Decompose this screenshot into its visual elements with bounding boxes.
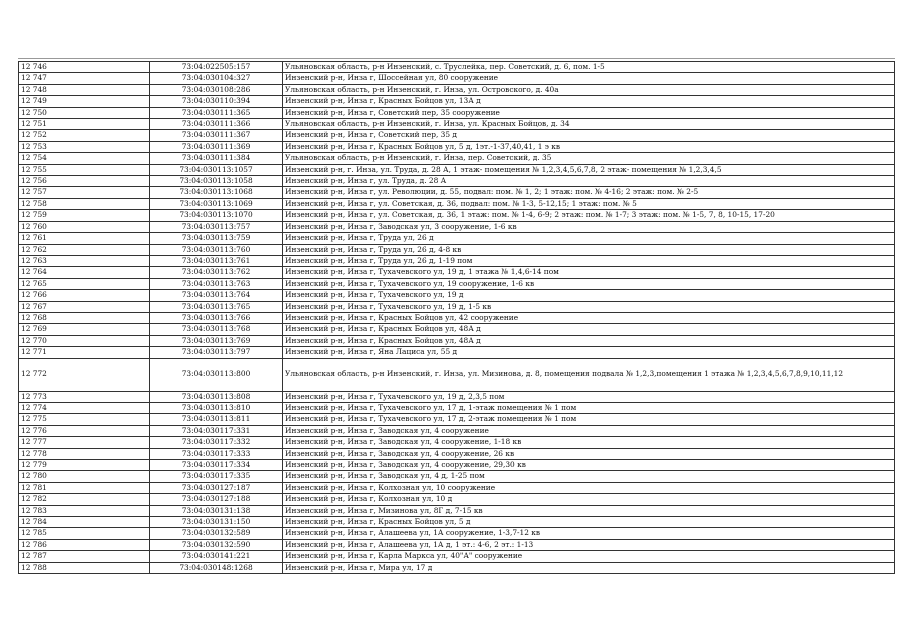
- row-number-cell: 12 750: [19, 107, 150, 118]
- page-top-rule: [18, 58, 895, 59]
- table-row: [19, 255, 895, 266]
- address-cell: Инзенский р-н, Инза г, Алашеева ул, 1А сооружение, 1-3,7-12 кв: [283, 528, 895, 539]
- cadastral-number-cell: 73:04:030141:221: [150, 551, 283, 562]
- row-number-cell: 12 762: [19, 244, 150, 255]
- address-cell: Инзенский р-н, г. Инза, ул. Труда, д. 28 А, 1 этаж- помещения № 1,2,3,4,5,6,7,8, 2 этаж- помещения № 1,2,3,4,5: [283, 164, 895, 175]
- cadastral-number-cell: 73:04:030131:138: [150, 505, 283, 516]
- address-cell: Инзенский р-н, Инза г, Карла Маркса ул, 40"А" сооружение: [283, 551, 895, 562]
- address-cell: Инзенский р-н, Инза г, Заводская ул, 4 сооружение, 1-18 кв: [283, 437, 895, 448]
- row-number-cell: 12 764: [19, 267, 150, 278]
- row-number-cell: 12 758: [19, 198, 150, 209]
- row-number-cell: 12 774: [19, 402, 150, 413]
- table-row: [19, 517, 895, 528]
- cadastral-number-cell: 73:04:030113:808: [150, 391, 283, 402]
- address-cell: Инзенский р-н, Инза г, Тухачевского ул, 19 сооружение, 1-6 кв: [283, 278, 895, 289]
- row-number-cell: 12 772: [19, 358, 150, 391]
- table-row: [19, 164, 895, 175]
- cadastral-number-cell: 73:04:030113:1068: [150, 187, 283, 198]
- address-cell: Инзенский р-н, Инза г, Красных Бойцов ул, 5 д: [283, 517, 895, 528]
- address-cell: Инзенский р-н, Инза г, Мира ул, 17 д: [283, 562, 895, 573]
- cadastral-number-cell: 73:04:030117:334: [150, 460, 283, 471]
- address-cell: Инзенский р-н, Инза г, ул. Советская, д. 36, 1 этаж: пом. № 1-4, 6-9; 2 этаж: пом. № 1-7; 3 этаж: пом. № 1-5, 7, 8, 10-15, 17-20: [283, 210, 895, 221]
- address-cell: Инзенский р-н, Инза г, Тухачевского ул, 19 д: [283, 290, 895, 301]
- row-number-cell: 12 771: [19, 347, 150, 358]
- address-cell: Ульяновская область, р-н Инзенский, г. Инза, ул. Красных Бойцов, д. 34: [283, 119, 895, 130]
- row-number-cell: 12 765: [19, 278, 150, 289]
- table-row: [19, 107, 895, 118]
- table-row: [19, 358, 895, 391]
- address-cell: Инзенский р-н, Инза г, ул. Революции, д. 55, подвал: пом. № 1, 2; 1 этаж: пом. № 4-16; 2 этаж: пом. № 2-5: [283, 187, 895, 198]
- row-number-cell: 12 776: [19, 425, 150, 436]
- table-row: [19, 187, 895, 198]
- table-row: [19, 414, 895, 425]
- row-number-cell: 12 770: [19, 335, 150, 346]
- cadastral-number-cell: 73:04:030132:589: [150, 528, 283, 539]
- cadastral-number-cell: 73:04:030113:797: [150, 347, 283, 358]
- cadastral-number-cell: 73:04:030111:365: [150, 107, 283, 118]
- registry-table-body: [19, 62, 895, 574]
- table-row: [19, 244, 895, 255]
- address-cell: Инзенский р-н, Инза г, Красных Бойцов ул, 42 сооружение: [283, 312, 895, 323]
- row-number-cell: 12 788: [19, 562, 150, 573]
- cadastral-number-cell: 73:04:030113:1057: [150, 164, 283, 175]
- table-row: [19, 494, 895, 505]
- table-row: [19, 278, 895, 289]
- table-row: [19, 221, 895, 232]
- row-number-cell: 12 767: [19, 301, 150, 312]
- cadastral-number-cell: 73:04:030127:187: [150, 482, 283, 493]
- row-number-cell: 12 754: [19, 153, 150, 164]
- cadastral-number-cell: 73:04:030113:800: [150, 358, 283, 391]
- address-cell: Инзенский р-н, Инза г, Красных Бойцов ул, 13А д: [283, 96, 895, 107]
- table-row: [19, 347, 895, 358]
- table-row: [19, 471, 895, 482]
- address-cell: Инзенский р-н, Инза г, Советский пер, 35 д: [283, 130, 895, 141]
- cadastral-number-cell: 73:04:030113:764: [150, 290, 283, 301]
- address-cell: Инзенский р-н, Инза г, Красных Бойцов ул, 48А д: [283, 335, 895, 346]
- cadastral-number-cell: 73:04:030131:150: [150, 517, 283, 528]
- row-number-cell: 12 778: [19, 448, 150, 459]
- table-row: [19, 301, 895, 312]
- table-row: [19, 505, 895, 516]
- cadastral-number-cell: 73:04:030113:766: [150, 312, 283, 323]
- address-cell: Инзенский р-н, Инза г, ул. Труда, д. 28 А: [283, 176, 895, 187]
- row-number-cell: 12 749: [19, 96, 150, 107]
- row-number-cell: 12 781: [19, 482, 150, 493]
- cadastral-number-cell: 73:04:030113:1070: [150, 210, 283, 221]
- row-number-cell: 12 773: [19, 391, 150, 402]
- cadastral-number-cell: 73:04:030117:331: [150, 425, 283, 436]
- row-number-cell: 12 753: [19, 141, 150, 152]
- table-row: [19, 460, 895, 471]
- table-row: [19, 425, 895, 436]
- address-cell: Инзенский р-н, Инза г, ул. Советская, д. 36, подвал: пом. № 1-3, 5-12,15; 1 этаж: пом. № 5: [283, 198, 895, 209]
- cadastral-number-cell: 73:04:030113:1069: [150, 198, 283, 209]
- cadastral-number-cell: 73:04:030113:762: [150, 267, 283, 278]
- table-row: [19, 198, 895, 209]
- cadastral-number-cell: 73:04:030113:763: [150, 278, 283, 289]
- table-row: [19, 528, 895, 539]
- cadastral-number-cell: 73:04:030111:384: [150, 153, 283, 164]
- address-cell: Ульяновская область, р-н Инзенский, г. Инза, пер. Советский, д. 35: [283, 153, 895, 164]
- cadastral-number-cell: 73:04:030113:1058: [150, 176, 283, 187]
- address-cell: Ульяновская область, р-н Инзенский, г. Инза, ул. Мизинова, д. 8, помещения подвала № 1,2,3,помещения 1 этажа № 1,2,3,4,5,6,7,8,9,10,11,12: [283, 358, 895, 391]
- table-row: [19, 62, 895, 73]
- cadastral-number-cell: 73:04:030117:332: [150, 437, 283, 448]
- table-row: [19, 210, 895, 221]
- table-row: [19, 96, 895, 107]
- registry-table: [18, 61, 895, 574]
- row-number-cell: 12 755: [19, 164, 150, 175]
- address-cell: Инзенский р-н, Инза г, Заводская ул, 4 сооружение, 26 кв: [283, 448, 895, 459]
- table-row: [19, 482, 895, 493]
- address-cell: Инзенский р-н, Инза г, Тухачевского ул, 19 д, 1 этажа № 1,4,6-14 пом: [283, 267, 895, 278]
- address-cell: Инзенский р-н, Инза г, Труда ул, 26 д: [283, 233, 895, 244]
- row-number-cell: 12 783: [19, 505, 150, 516]
- cadastral-number-cell: 73:04:030111:366: [150, 119, 283, 130]
- address-cell: Ульяновская область, р-н Инзенский, г. Инза, ул. Островского, д. 40а: [283, 84, 895, 95]
- address-cell: Инзенский р-н, Инза г, Советский пер, 35 сооружение: [283, 107, 895, 118]
- table-row: [19, 312, 895, 323]
- cadastral-number-cell: 73:04:030117:333: [150, 448, 283, 459]
- table-row: [19, 267, 895, 278]
- address-cell: Инзенский р-н, Инза г, Заводская ул, 4 д, 1-25 пом: [283, 471, 895, 482]
- address-cell: Инзенский р-н, Инза г, Тухачевского ул, 17 д, 2-этаж помещения № 1 пом: [283, 414, 895, 425]
- cadastral-number-cell: 73:04:030110:394: [150, 96, 283, 107]
- cadastral-number-cell: 73:04:030111:367: [150, 130, 283, 141]
- address-cell: Инзенский р-н, Инза г, Колхозная ул, 10 сооружение: [283, 482, 895, 493]
- row-number-cell: 12 768: [19, 312, 150, 323]
- address-cell: Ульяновская область, р-н Инзенский, с. Труслейка, пер. Советский, д. 6, пом. 1-5: [283, 62, 895, 73]
- cadastral-number-cell: 73:04:030113:811: [150, 414, 283, 425]
- address-cell: Инзенский р-н, Инза г, Труда ул, 26 д, 4-8 кв: [283, 244, 895, 255]
- cadastral-number-cell: 73:04:030113:765: [150, 301, 283, 312]
- row-number-cell: 12 769: [19, 324, 150, 335]
- cadastral-number-cell: 73:04:030113:769: [150, 335, 283, 346]
- registry-table-sheet: [18, 61, 895, 574]
- address-cell: Инзенский р-н, Инза г, Тухачевского ул, 19 д, 2,3,5 пом: [283, 391, 895, 402]
- table-row: [19, 153, 895, 164]
- address-cell: Инзенский р-н, Инза г, Алашеева ул, 1А д, 1 эт.: 4-6, 2 эт.: 1-13: [283, 539, 895, 550]
- table-row: [19, 290, 895, 301]
- table-row: [19, 84, 895, 95]
- cadastral-number-cell: 73:04:030108:286: [150, 84, 283, 95]
- row-number-cell: 12 759: [19, 210, 150, 221]
- cadastral-number-cell: 73:04:030113:759: [150, 233, 283, 244]
- cadastral-number-cell: 73:04:030117:335: [150, 471, 283, 482]
- table-row: [19, 73, 895, 84]
- cadastral-number-cell: 73:04:030113:768: [150, 324, 283, 335]
- table-row: [19, 119, 895, 130]
- row-number-cell: 12 782: [19, 494, 150, 505]
- table-row: [19, 176, 895, 187]
- row-number-cell: 12 777: [19, 437, 150, 448]
- row-number-cell: 12 779: [19, 460, 150, 471]
- table-row: [19, 335, 895, 346]
- cadastral-number-cell: 73:04:030113:757: [150, 221, 283, 232]
- address-cell: Инзенский р-н, Инза г, Заводская ул, 4 сооружение: [283, 425, 895, 436]
- row-number-cell: 12 748: [19, 84, 150, 95]
- address-cell: Инзенский р-н, Инза г, Шоссейная ул, 80 сооружение: [283, 73, 895, 84]
- address-cell: Инзенский р-н, Инза г, Тухачевского ул, 19 д, 1-5 кв: [283, 301, 895, 312]
- table-row: [19, 391, 895, 402]
- cadastral-number-cell: 73:04:030132:590: [150, 539, 283, 550]
- row-number-cell: 12 763: [19, 255, 150, 266]
- row-number-cell: 12 761: [19, 233, 150, 244]
- cadastral-number-cell: 73:04:030113:810: [150, 402, 283, 413]
- row-number-cell: 12 756: [19, 176, 150, 187]
- table-row: [19, 324, 895, 335]
- address-cell: Инзенский р-н, Инза г, Колхозная ул, 10 д: [283, 494, 895, 505]
- row-number-cell: 12 747: [19, 73, 150, 84]
- table-row: [19, 562, 895, 573]
- row-number-cell: 12 751: [19, 119, 150, 130]
- table-row: [19, 402, 895, 413]
- row-number-cell: 12 785: [19, 528, 150, 539]
- cadastral-number-cell: 73:04:030113:761: [150, 255, 283, 266]
- cadastral-number-cell: 73:04:030113:760: [150, 244, 283, 255]
- table-row: [19, 437, 895, 448]
- row-number-cell: 12 766: [19, 290, 150, 301]
- row-number-cell: 12 760: [19, 221, 150, 232]
- row-number-cell: 12 746: [19, 62, 150, 73]
- address-cell: Инзенский р-н, Инза г, Мизинова ул, 8Г д, 7-15 кв: [283, 505, 895, 516]
- row-number-cell: 12 752: [19, 130, 150, 141]
- cadastral-number-cell: 73:04:030148:1268: [150, 562, 283, 573]
- cadastral-number-cell: 73:04:030104:327: [150, 73, 283, 84]
- address-cell: Инзенский р-н, Инза г, Красных Бойцов ул, 5 д, 1эт.-1-37,40,41, 1 э кв: [283, 141, 895, 152]
- address-cell: Инзенский р-н, Инза г, Заводская ул, 3 сооружение, 1-6 кв: [283, 221, 895, 232]
- table-row: [19, 551, 895, 562]
- table-row: [19, 141, 895, 152]
- cadastral-number-cell: 73:04:022505:157: [150, 62, 283, 73]
- address-cell: Инзенский р-н, Инза г, Красных Бойцов ул, 48А д: [283, 324, 895, 335]
- row-number-cell: 12 757: [19, 187, 150, 198]
- address-cell: Инзенский р-н, Инза г, Труда ул, 26 д, 1-19 пом: [283, 255, 895, 266]
- row-number-cell: 12 780: [19, 471, 150, 482]
- address-cell: Инзенский р-н, Инза г, Яна Лациса ул, 55 д: [283, 347, 895, 358]
- row-number-cell: 12 786: [19, 539, 150, 550]
- table-row: [19, 130, 895, 141]
- address-cell: Инзенский р-н, Инза г, Заводская ул, 4 сооружение, 29,30 кв: [283, 460, 895, 471]
- row-number-cell: 12 775: [19, 414, 150, 425]
- address-cell: Инзенский р-н, Инза г, Тухачевского ул, 17 д, 1-этаж помещения № 1 пом: [283, 402, 895, 413]
- cadastral-number-cell: 73:04:030127:188: [150, 494, 283, 505]
- table-row: [19, 233, 895, 244]
- row-number-cell: 12 787: [19, 551, 150, 562]
- table-row: [19, 539, 895, 550]
- row-number-cell: 12 784: [19, 517, 150, 528]
- table-row: [19, 448, 895, 459]
- cadastral-number-cell: 73:04:030111:369: [150, 141, 283, 152]
